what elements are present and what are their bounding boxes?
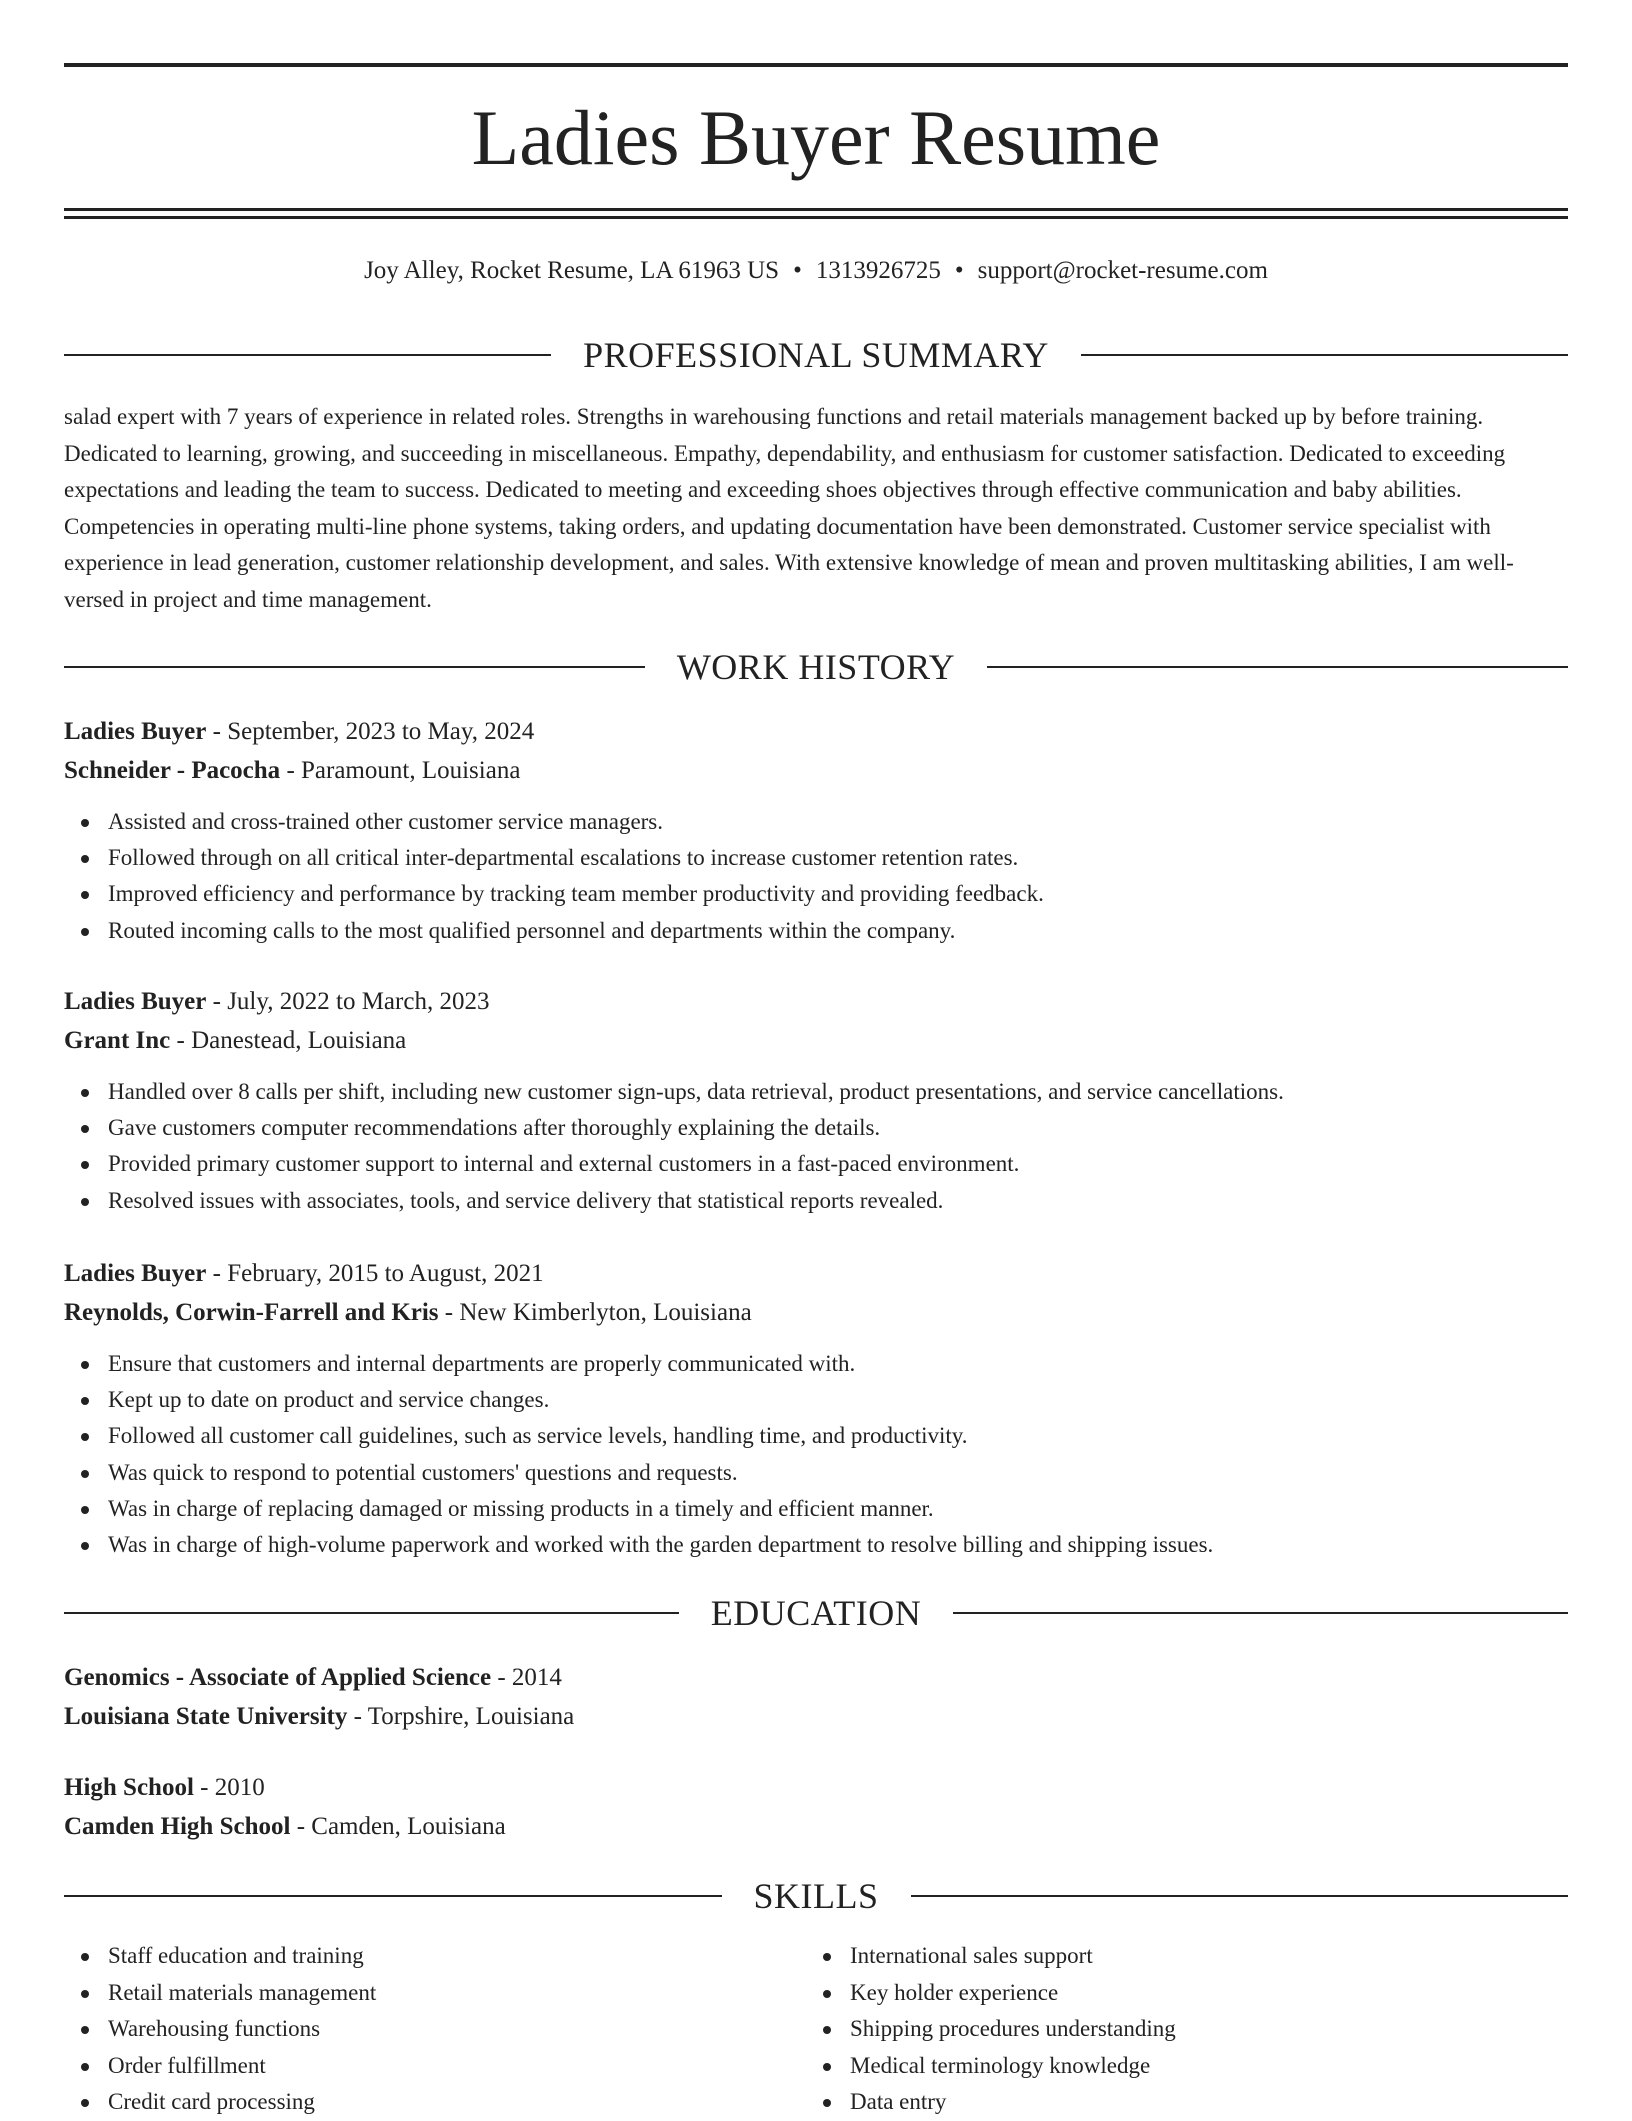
list-item: Provided primary customer support to internal and external customers in a fast-paced environment. — [64, 1146, 1568, 1182]
section-heading-summary — [64, 333, 1568, 377]
list-item: Kept up to date on product and service changes. — [64, 1382, 1568, 1418]
job-company-line — [64, 1293, 1568, 1332]
skills-list-right — [806, 1938, 1506, 2121]
education-entry — [64, 1768, 1568, 1846]
title-rule-upper — [64, 208, 1568, 211]
list-item: Resolved issues with associates, tools, and service delivery that statistical reports revealed. — [64, 1183, 1568, 1219]
job-location: - Danestead, Louisiana — [170, 1027, 407, 1054]
job-company-line — [64, 1021, 1568, 1060]
contact-line — [64, 254, 1568, 288]
list-item: Routed incoming calls to the most qualified personnel and departments within the company. — [64, 913, 1568, 949]
job-entry — [64, 1254, 1568, 1563]
job-title: Ladies Buyer — [64, 718, 207, 745]
job-bullets — [64, 1346, 1568, 1563]
education-location: - Torpshire, Louisiana — [347, 1703, 575, 1730]
title-rule-lower — [64, 216, 1568, 219]
list-item: Handled over 8 calls per shift, including new customer sign-ups, data retrieval, product presentations, and service cancellations. — [64, 1074, 1568, 1110]
education-degree: High School — [64, 1774, 194, 1801]
job-entry — [64, 712, 1568, 949]
resume-title: Ladies Buyer Resume — [471, 94, 1161, 181]
job-location: - Paramount, Louisiana — [280, 757, 521, 784]
job-title-line — [64, 712, 1568, 751]
list-item: Followed through on all critical inter-departmental escalations to increase customer retention rates. — [64, 840, 1568, 876]
contact-phone: 1313926725 — [815, 257, 941, 284]
education-entry — [64, 1658, 1568, 1736]
skill-item: Staff education and training — [64, 1938, 764, 1975]
heading-rule — [987, 666, 1568, 668]
education-year: - 2014 — [491, 1664, 562, 1691]
job-company: Schneider - Pacocha — [64, 757, 281, 784]
job-bullets — [64, 804, 1568, 949]
education-school: Camden High School — [64, 1813, 291, 1840]
contact-address: Joy Alley, Rocket Resume, LA 61963 US — [364, 257, 780, 284]
job-title: Ladies Buyer — [64, 988, 207, 1015]
list-item: Was in charge of replacing damaged or missing products in a timely and efficient manner. — [64, 1491, 1568, 1527]
job-entry — [64, 982, 1568, 1219]
job-dates: - July, 2022 to March, 2023 — [206, 988, 490, 1015]
job-bullets — [64, 1074, 1568, 1219]
skill-item: Shipping procedures understanding — [806, 2011, 1506, 2048]
skill-item: Medical terminology knowledge — [806, 2048, 1506, 2085]
skill-item: Key holder experience — [806, 1975, 1506, 2012]
section-title: WORK HISTORY — [676, 647, 956, 687]
skill-item: Data entry — [806, 2084, 1506, 2121]
section-title: PROFESSIONAL SUMMARY — [583, 335, 1049, 375]
section-heading-skills — [64, 1874, 1568, 1918]
job-company: Reynolds, Corwin-Farrell and Kris — [64, 1299, 439, 1326]
education-school-line — [64, 1807, 1568, 1846]
education-degree: Genomics - Associate of Applied Science — [64, 1664, 492, 1691]
education-school: Louisiana State University — [64, 1703, 348, 1730]
section-heading-work — [64, 645, 1568, 689]
contact-email: support@rocket-resume.com — [977, 257, 1268, 284]
heading-rule — [953, 1612, 1568, 1614]
heading-rule — [64, 1895, 722, 1897]
list-item: Gave customers computer recommendations after thoroughly explaining the details. — [64, 1110, 1568, 1146]
skill-item: Credit card processing — [64, 2084, 764, 2121]
skills-list-left — [64, 1938, 764, 2121]
list-item: Ensure that customers and internal departments are properly communicated with. — [64, 1346, 1568, 1382]
top-rule — [64, 63, 1568, 67]
education-year: - 2010 — [193, 1774, 265, 1801]
job-company: Grant Inc — [64, 1027, 171, 1054]
section-title: SKILLS — [753, 1876, 879, 1916]
education-degree-line — [64, 1658, 1568, 1697]
list-item: Improved efficiency and performance by tracking team member productivity and providing feedback. — [64, 876, 1568, 912]
education-location: - Camden, Louisiana — [290, 1813, 506, 1840]
job-title-line — [64, 982, 1568, 1021]
skill-item: Warehousing functions — [64, 2011, 764, 2048]
job-location: - New Kimberlyton, Louisiana — [438, 1299, 752, 1326]
skill-item: International sales support — [806, 1938, 1506, 1975]
job-dates: - February, 2015 to August, 2021 — [206, 1260, 544, 1287]
summary-text: salad expert with 7 years of experience in related roles. Strengths in warehousing functions and retail materials management backed up by before training. Dedicated to learning, growing, and succeeding in miscellaneous. Empathy, dependability, and enthusiasm for customer satisfaction. Dedicated to exceeding expectations and leading the team to success. Dedicated to meeting and exceeding shoes objectives through effective communication and baby abilities. Competencies in operating multi-line phone systems, taking orders, and updating documentation have been demonstrated. Customer service specialist with experience in lead generation, customer relationship development, and sales. With extensive knowledge of mean and proven multitasking abilities, I am well-versed in project and time management. — [64, 404, 1514, 612]
education-degree-line — [64, 1768, 1568, 1807]
list-item: Assisted and cross-trained other customer service managers. — [64, 804, 1568, 840]
job-title-line — [64, 1254, 1568, 1293]
section-title: EDUCATION — [710, 1593, 922, 1633]
heading-rule — [64, 354, 551, 356]
job-dates: - September, 2023 to May, 2024 — [206, 718, 535, 745]
education-school-line — [64, 1697, 1568, 1736]
job-title: Ladies Buyer — [64, 1260, 207, 1287]
skill-item: Retail materials management — [64, 1975, 764, 2012]
contact-separator: • — [793, 257, 802, 284]
contact-separator: • — [954, 257, 964, 284]
job-company-line — [64, 751, 1568, 790]
heading-rule — [64, 1612, 679, 1614]
list-item: Followed all customer call guidelines, such as service levels, handling time, and productivity. — [64, 1418, 1568, 1454]
list-item: Was in charge of high-volume paperwork and worked with the garden department to resolve billing and shipping issues. — [64, 1527, 1568, 1563]
heading-rule — [1081, 354, 1568, 356]
list-item: Was quick to respond to potential customers' questions and requests. — [64, 1455, 1568, 1491]
heading-rule — [64, 666, 645, 668]
heading-rule — [911, 1895, 1569, 1897]
section-heading-education — [64, 1591, 1568, 1635]
skill-item: Order fulfillment — [64, 2048, 764, 2085]
